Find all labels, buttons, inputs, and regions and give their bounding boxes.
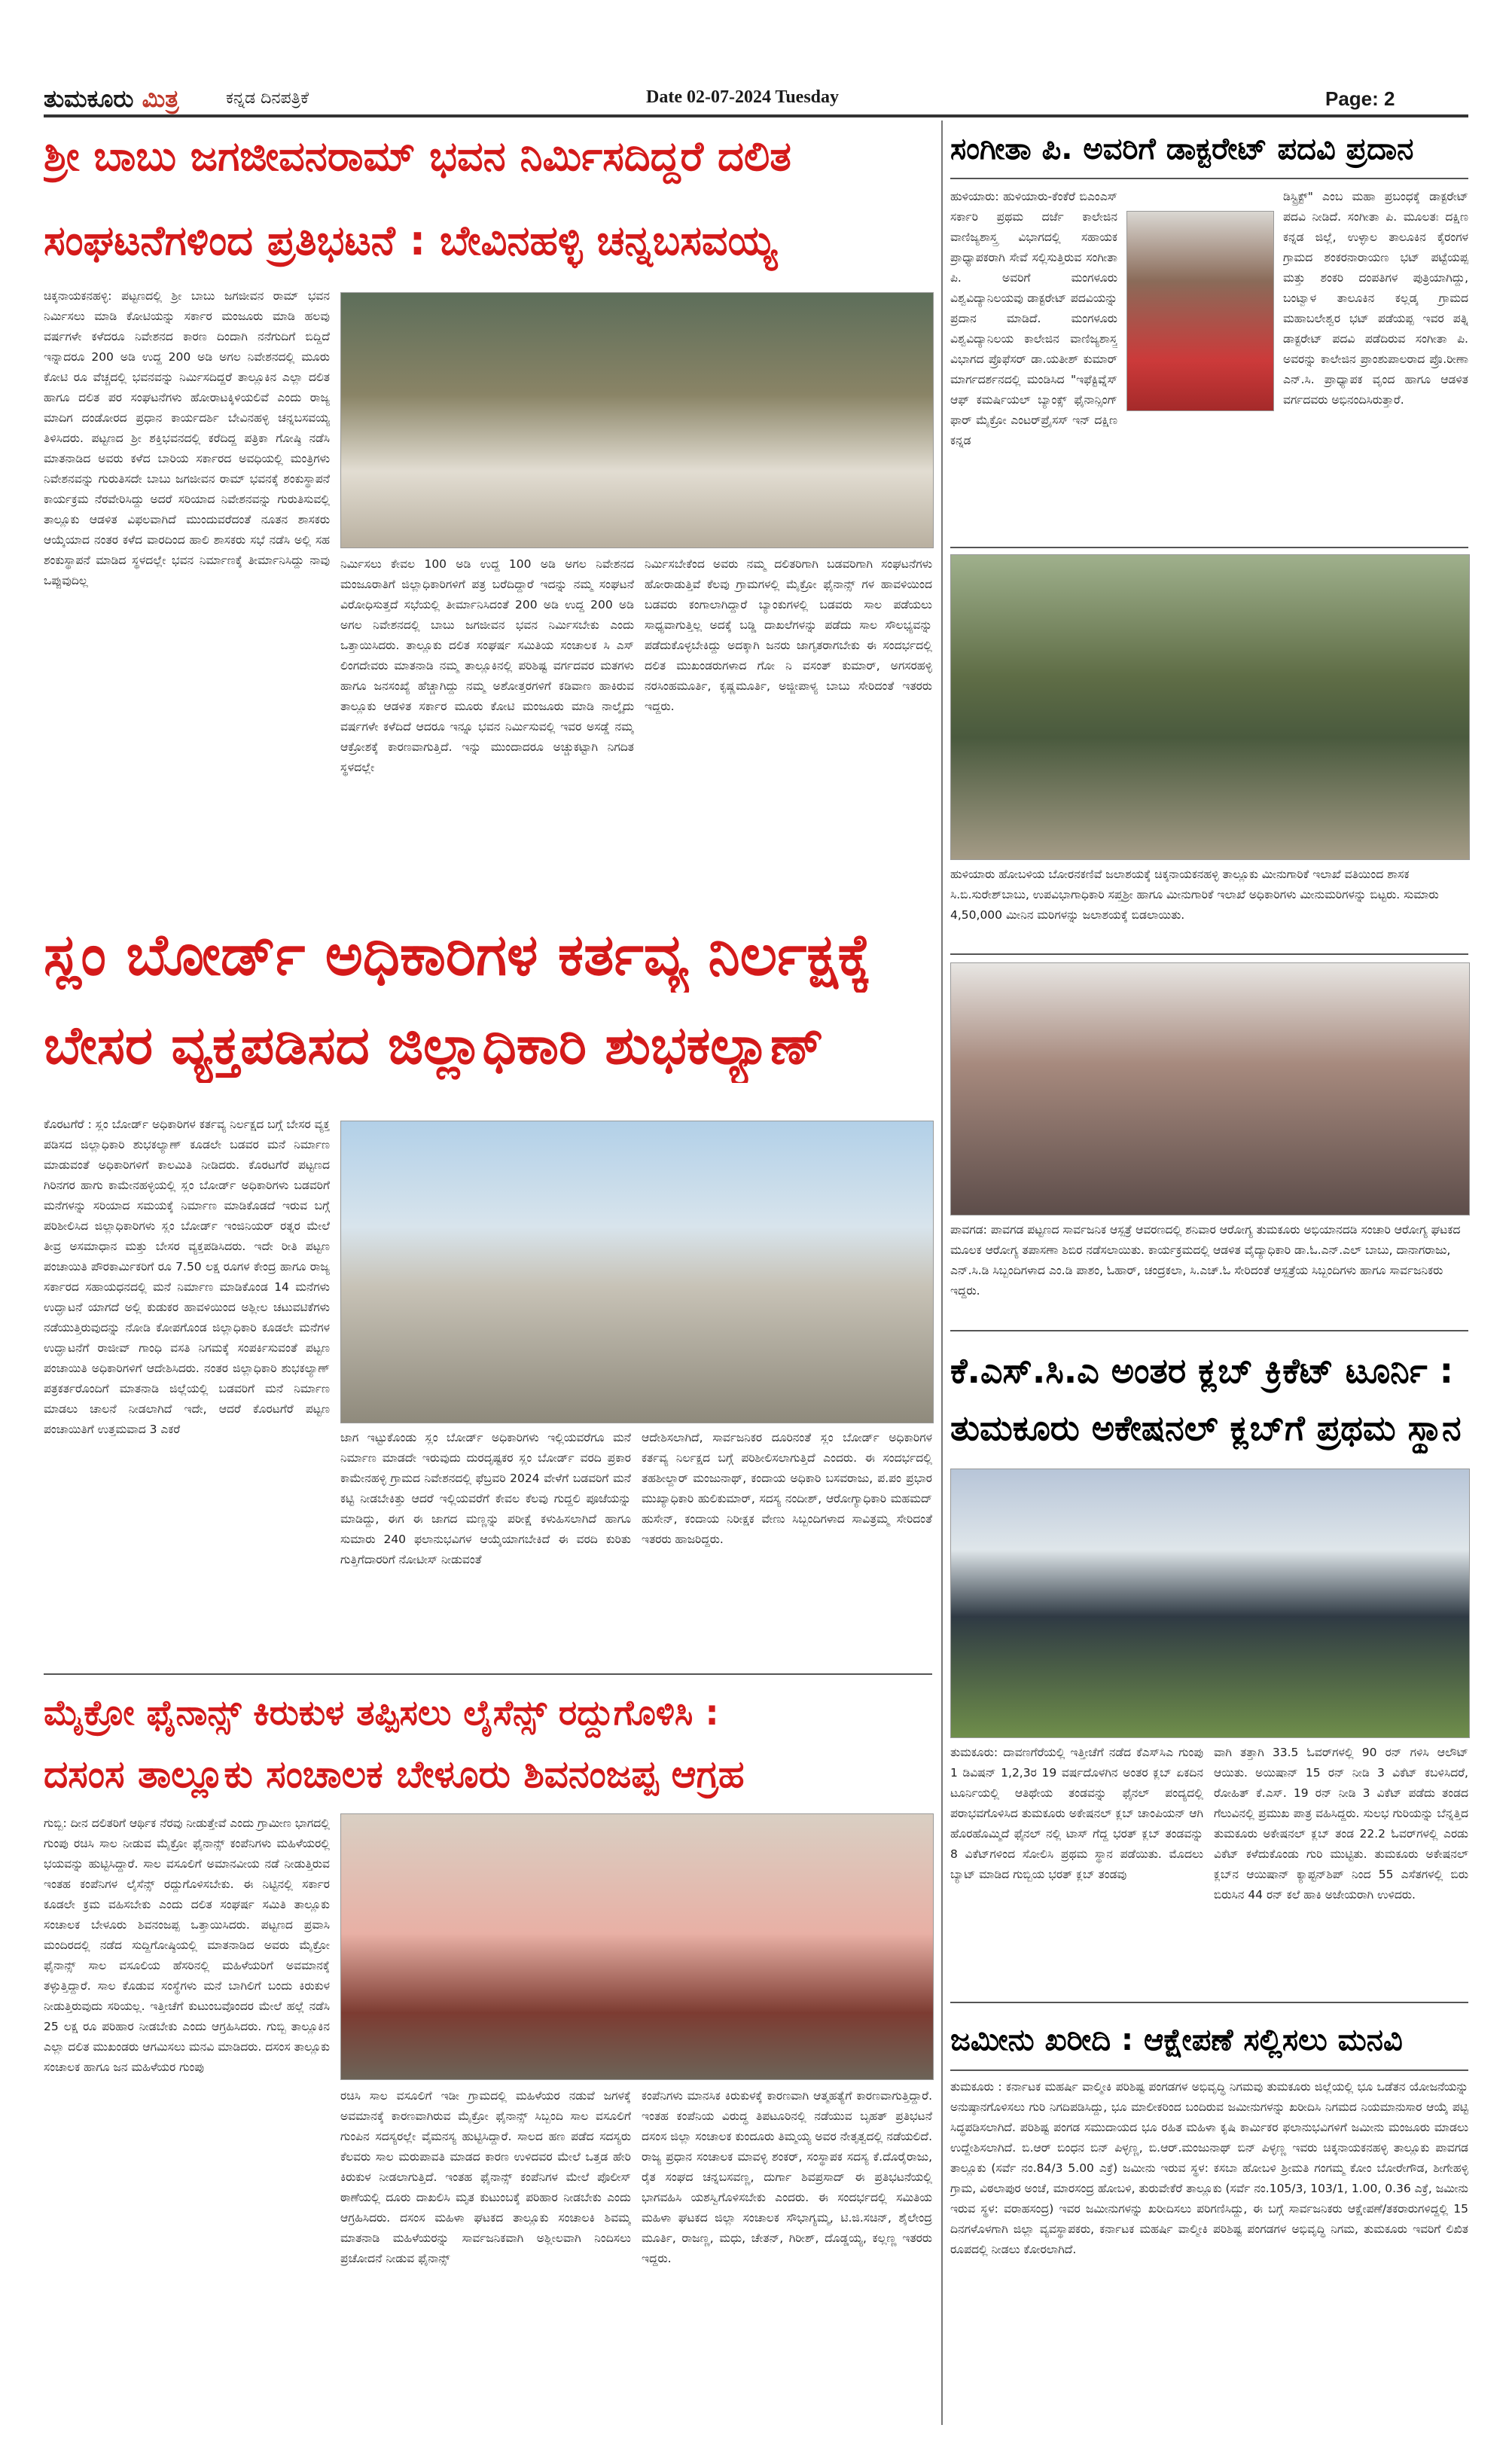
ksca-bottom-rule bbox=[950, 2002, 1468, 2003]
sangeetha-headline: ಸಂಗೀತಾ ಪಿ. ಅವರಿಗೆ ಡಾಕ್ಟರೇಟ್ ಪದವಿ ಪ್ರದಾನ bbox=[950, 132, 1414, 166]
slum-column-3: ಆದೇಶಿಸಲಾಗಿದೆ, ಸಾರ್ವಜನಿಕರ ದೂರಿನಂತೆ ಸ್ಲಂ ಬೋರ್ಡ್ ಅಧಿಕಾರಿಗಳ ಕರ್ತವ್ಯ ನಿರ್ಲಕ್ಷದ ಬಗ್ಗೆ ಪರಿಶೀಲಿಸಲಾಗುತ್ತಿದೆ ಎಂದರು. ಈ ಸಂದರ್ಭದಲ್ಲಿ ತಹಶೀಲ್ದಾರ್ ಮಂಜುನಾಥ್, ಕಂದಾಯ ಅಧಿಕಾರಿ ಬಸವರಾಜು, ಪ.ಪಂ ಪ್ರಭಾರ ಮುಖ್ಯಾಧಿಕಾರಿ ಹುಲಿಕುಮಾರ್, ಸದಸ್ಯ ನಂದೀಶ್, ಆರೋಗ್ಯಾಧಿಕಾರಿ ಮಹಮದ್ ಹುಸೇನ್, ಕಂದಾಯ ನಿರೀಕ್ಷಕ ವೇಣು ಸಿಬ್ಬಂದಿಗಳಾದ ಸಾವಿತ್ರಮ್ಮ ಸೇರಿದಂತೆ ಇತರರು ಹಾಜರಿದ್ದರು. bbox=[642, 1431, 932, 1546]
slum-column-1: ಕೊರಟಗೆರೆ : ಸ್ಲಂ ಬೋರ್ಡ್ ಅಧಿಕಾರಿಗಳ ಕರ್ತವ್ಯ ನಿರ್ಲಕ್ಷದ ಬಗ್ಗೆ ಬೇಸರ ವ್ಯಕ್ತ ಪಡಿಸದ ಜಿಲ್ಲಾಧಿಕಾರಿ ಶುಭಕಲ್ಯಾಣ್ ಕೂಡಲೇ ಬಡವರ ಮನೆ ನಿರ್ಮಾಣ ಮಾಡುವಂತೆ ಅಧಿಕಾರಿಗಳಿಗೆ ಕಾಲಮಿತಿ ನೀಡಿದರು. ಕೊರಟಗೆರೆ ಪಟ್ಟಣದ ಗಿರಿನಗರ ಹಾಗು ಕಾಮೇನಹಳ್ಳಿಯಲ್ಲಿ ಸ್ಲಂ ಬೋರ್ಡ್ ಅಧಿಕಾರಿಗಳು ಬಡವರಿಗೆ ಮನೆಗಳನ್ನು ಸರಿಯಾದ ಸಮಯಕ್ಕೆ ನಿರ್ಮಾಣ ಮಾಡಿಕೊಡದೆ ಇರುವ ಬಗ್ಗೆ ಪರಿಶೀಲಿಸಿದ ಜಿಲ್ಲಾಧಿಕಾರಿಗಳು ಸ್ಲಂ ಬೋರ್ಡ್ ಇಂಜಿನಿಯರ್ ರತ್ನರ ಮೇಲೆ ತೀವ್ರ ಅಸಮಾಧಾನ ಮತ್ತು ಬೇಸರ ವ್ಯಕ್ತಪಡಿಸಿದರು. ಇದೇ ರೀತಿ ಪಟ್ಟಣ ಪಂಚಾಯಿತಿ ಪೌರಕಾರ್ಮಿಕರಿಗೆ ರೂ 7.50 ಲಕ್ಷ ರೂಗಳ ಕೇಂದ್ರ ಹಾಗೂ ರಾಜ್ಯ ಸರ್ಕಾರದ ಸಹಾಯಧನದಲ್ಲಿ ಮನೆ ನಿರ್ಮಾಣ ಮಾಡಿಕೊಂಡ 14 ಮನೆಗಳು ಉದ್ಘಾಟನೆ ಯಾಗದೆ ಅಲ್ಲಿ ಕುಡುಕರ ಹಾವಳಿಯಿಂದ ಅಶ್ಲೀಲ ಚಟುವಟಿಕೆಗಳು ನಡೆಯುತ್ತಿರುವುದನ್ನು ನೋಡಿ ಕೋಪಗೊಂಡ ಜಿಲ್ಲಾಧಿಕಾರಿ ಕೂಡಲೇ ಮನೆಗಳ ಉದ್ಘಾಟನೆಗೆ ರಾಜೀವ್ ಗಾಂಧಿ ವಸತಿ ನಿಗಮಕ್ಕೆ ಸಂಪರ್ಕಿಸುವಂತೆ ಪಟ್ಟಣ ಪಂಚಾಯಿತಿ ಅಧಿಕಾರಿಗಳಿಗೆ ಆದೇಶಿಸಿದರು. ನಂತರ ಜಿಲ್ಲಾಧಿಕಾರಿ ಶುಭಕಲ್ಯಾಣ್ ಪತ್ರಕರ್ತರೊಂದಿಗೆ ಮಾತನಾಡಿ ಜಿಲ್ಲೆಯಲ್ಲಿ ಬಡವರಿಗೆ ಮನೆ ನಿರ್ಮಾಣ ಮಾಡಲು ಚಾಲನೆ ನೀಡಲಾಗಿದೆ ಇದೇ, ಆದರೆ ಕೊರಟಗೆರೆ ಪಟ್ಟಣ ಪಂಚಾಯಿತಿಗೆ ಉತ್ತಮವಾದ 3 ಎಕರೆ bbox=[44, 1118, 330, 1436]
health-camp-photo bbox=[950, 962, 1470, 1215]
sangeetha-bottom-rule bbox=[950, 547, 1468, 548]
slum-headline-line1: ಸ್ಲಂ ಬೋರ್ಡ್ ಅಧಿಕಾರಿಗಳ ಕರ್ತವ್ಯ ನಿರ್ಲಕ್ಷಕ್ಕೆ bbox=[44, 921, 872, 988]
masthead-logo bbox=[44, 84, 179, 114]
babu-group-photo bbox=[340, 292, 934, 548]
masthead-name-part2: ಮಿತ್ರ bbox=[142, 84, 179, 113]
masthead-name-part1: ತುಮಕೂರು bbox=[44, 84, 134, 113]
slum-headline-line2: ಬೇಸರ ವ್ಯಕ್ತಪಡಿಸದ ಜಿಲ್ಲಾಧಿಕಾರಿ ಶುಭಕಲ್ಯಾಣ್ bbox=[44, 1014, 824, 1076]
issue-date: Date 02-07-2024 Tuesday bbox=[646, 87, 840, 107]
babu-column-1: ಚಿಕ್ಕನಾಯಕನಹಳ್ಳಿ: ಪಟ್ಟಣದಲ್ಲಿ ಶ್ರೀ ಬಾಬು ಜಗಜೀವನ ರಾಮ್ ಭವನ ನಿರ್ಮಿಸಲು ಮಾಡಿ ಕೋಟಿಯನ್ನು ಸರ್ಕಾರ ಮಂಜೂರು ಮಾಡಿ ಹಲವು ವರ್ಷಗಳೇ ಕಳೆದರೂ ನಿವೇಶನದ ಕಾರಣ ದಿಂದಾಗಿ ನನೆಗುದಿಗೆ ಬಿದ್ದಿದೆ ಇನ್ನಾದರೂ 200 ಅಡಿ ಉದ್ದ 200 ಅಡಿ ಅಗಲ ನಿವೇಶನದಲ್ಲಿ ಮೂರು ಕೋಟಿ ರೂ ವೆಚ್ಚದಲ್ಲಿ ಭವನವನ್ನು ನಿರ್ಮಿಸದಿದ್ದರೆ ತಾಲ್ಲೂಕಿನ ಎಲ್ಲಾ ದಲಿತ ಹಾಗೂ ದಲಿತ ಪರ ಸಂಘಟನೆಗಳು ಹೋರಾಟಕ್ಕಿಳಿಯಲಿವೆ ಎಂದು ರಾಜ್ಯ ಮಾದಿಗ ದಂಡೋರದ ಪ್ರಧಾನ ಕಾರ್ಯದರ್ಶಿ ಬೇವಿನಹಳ್ಳಿ ಚನ್ನಬಸವಯ್ಯ ತಿಳಿಸಿದರು. ಪಟ್ಟಣದ ಶ್ರೀ ಶಕ್ತಿಭವನದಲ್ಲಿ ಕರೆದಿದ್ದ ಪತ್ರಿಕಾ ಗೋಷ್ಠಿ ನಡೆಸಿ ಮಾತನಾಡಿದ ಅವರು ಕಳೆದ ಬಾರಿಯ ಸರ್ಕಾರದ ಅವಧಿಯಲ್ಲಿ ಮಂತ್ರಿಗಳು ನಿವೇಶನವನ್ನು ಗುರುತಿಸದೇ ಬಾಬು ಜಗಜೀವನ ರಾಮ್ ಭವನಕ್ಕೆ ಶಂಕುಸ್ಥಾಪನೆ ಕಾರ್ಯಕ್ರಮ ನೆರವೇರಿಸಿದ್ದು ಅದರೆ ಸರಿಯಾದ ನಿವೇಶನವನ್ನು ಗುರುತಿಸುವಲ್ಲಿ ತಾಲ್ಲೂಕು ಆಡಳಿತ ವಿಫಲವಾಗಿದೆ ಮುಂದುವರೆದಂತೆ ನೂತನ ಶಾಸಕರು ಆಯ್ಕೆಯಾದ ನಂತರ ಕಳೆದ ವಾರದಿಂದ ಹಾಲಿ ಶಾಸಕರು ಸಭೆ ನಡೆಸಿ ಅಲ್ಲಿ ಸಹ ಶಂಕುಸ್ಥಾಪನೆ ಮಾಡಿದ ಸ್ಥಳದಲ್ಲೇ ಭವನ ನಿರ್ಮಾಣಕ್ಕೆ ತೀರ್ಮಾನಿಸಿದ್ದು ನಾವು ಒಪ್ಪುವುದಿಲ್ಲ bbox=[44, 289, 330, 587]
column-divider bbox=[941, 120, 943, 2425]
fish-release-caption: ಹುಳಿಯಾರು ಹೋಬಳಿಯ ಬೋರನಕಣಿವೆ ಜಲಾಶಯಕ್ಕೆ ಚಿಕ್ಕನಾಯಕನಹಳ್ಳಿ ತಾಲ್ಲೂಕು ಮೀನುಗಾರಿಕೆ ಇಲಾಖೆ ವತಿಯಿಂದ ಶಾಸಕ ಸಿ.ಬಿ.ಸುರೇಶ್‌ಬಾಬು, ಉಪವಿಭಾಗಾಧಿಕಾರಿ ಸಪ್ತಶ್ರೀ ಹಾಗೂ ಮೀನುಗಾರಿಕೆ ಇಲಾಖೆ ಅಧಿಕಾರಿಗಳು ಮೀನುಮರಿಗಳನ್ನು ಬಿಟ್ಟರು. ಸುಮಾರು 4,50,000 ಮೀನಿನ ಮರಿಗಳನ್ನು ಜಲಾಶಯಕ್ಕೆ ಬಿಡಲಾಯಿತು. bbox=[950, 868, 1439, 922]
ksca-column-left: ತುಮಕೂರು: ದಾವಣಗೆರೆಯಲ್ಲಿ ಇತ್ತೀಚೆಗೆ ನಡೆದ ಕೆಎಸ್‌ಸಿಎ ಗುಂಪು 1 ಡಿವಿಷನ್ 1,2,3ರ 19 ವರ್ಷದೊಳಗಿನ ಅಂತರ ಕ್ಲಬ್ ಏಕದಿನ ಟೂರ್ನಿಯಲ್ಲಿ ಆತಿಥೇಯ ತಂಡವನ್ನು ಫೈನಲ್ ಪಂದ್ಯದಲ್ಲಿ ಪರಾಭವಗೊಳಿಸಿದ ತುಮಕೂರು ಅಕೇಷನಲ್ ಕ್ಲಬ್ ಚಾಂಪಿಯನ್ ಆಗಿ ಹೊರಹೊಮ್ಮಿದೆ ಫೈನಲ್ ನಲ್ಲಿ ಟಾಸ್ ಗೆದ್ದ ಭರತ್ ಕ್ಲಬ್ ತಂಡವನ್ನು 8 ವಿಕೆಟ್‌ಗಳಿಂದ ಸೋಲಿಸಿ ಪ್ರಥಮ ಸ್ಥಾನ ಪಡೆಯಿತು. ಮೊದಲು ಬ್ಯಾಟ್ ಮಾಡಿದ ಗುಬ್ಬಿಯ ಭರತ್ ಕ್ಲಬ್ ತಂಡವು bbox=[950, 1746, 1203, 1881]
sangeetha-portrait bbox=[1126, 211, 1274, 411]
babu-column-2: ನಿರ್ಮಿಸಲು ಕೇವಲ 100 ಅಡಿ ಉದ್ದ 100 ಅಡಿ ಅಗಲ ನಿವೇಶನದ ಮಂಜೂರಾತಿಗೆ ಜಿಲ್ಲಾಧಿಕಾರಿಗಳಿಗೆ ಪತ್ರ ಬರೆದಿದ್ದಾರೆ ಇದನ್ನು ನಮ್ಮ ಸಂಘಟನೆ ವಿರೋಧಿಸುತ್ತದೆ ಸಭೆಯಲ್ಲಿ ತೀರ್ಮಾನಿಸಿದಂತೆ 200 ಅಡಿ ಉದ್ದ 200 ಅಡಿ ಅಗಲ ನಿವೇಶನದಲ್ಲಿ ಬಾಬು ಜಗಜೀವನ ಭವನ ನಿರ್ಮಿಸಬೇಕು ಎಂದು ಒತ್ತಾಯಿಸಿದರು. ತಾಲ್ಲೂಕು ದಲಿತ ಸಂಘರ್ಷ ಸಮಿತಿಯ ಸಂಚಾಲಕ ಸಿ ಎಸ್ ಲಿಂಗದೇವರು ಮಾತನಾಡಿ ನಮ್ಮ ತಾಲ್ಲೂಕಿನಲ್ಲಿ ಪರಿಶಿಷ್ಟ ವರ್ಗದವರ ಮತಗಳು ಹಾಗೂ ಜನಸಂಖ್ಯೆ ಹೆಚ್ಚಾಗಿದ್ದು ನಮ್ಮ ಅಶೋತ್ತರಗಳಿಗೆ ಕಡಿವಾಣ ಹಾಕಿರುವ ತಾಲ್ಲೂಕು ಆಡಳಿತ ಸರ್ಕಾರ ಮೂರು ಕೋಟಿ ಮಂಜೂರು ಮಾಡಿ ನಾಲ್ಕೈದು ವರ್ಷಗಳೇ ಕಳೆದಿದೆ ಆದರೂ ಇನ್ನೂ ಭವನ ನಿರ್ಮಿಸುವಲ್ಲಿ ಇವರ ಅಸಡ್ಡೆ ನಮ್ಮ ಆಕ್ರೋಶಕ್ಕೆ ಕಾರಣವಾಗುತ್ತಿದೆ. ಇನ್ನು ಮುಂದಾದರೂ ಅಚ್ಚುಕಟ್ಟಾಗಿ ನಿಗದಿತ ಸ್ಥಳದಲ್ಲೇ bbox=[340, 557, 634, 774]
micro-headline-line2: ದಸಂಸ ತಾಲ್ಲೂಕು ಸಂಚಾಲಕ ಬೇಳೂರು ಶಿವನಂಜಪ್ಪ ಆಗ್ರಹ bbox=[44, 1752, 745, 1796]
health-bottom-rule bbox=[950, 1330, 1468, 1331]
ksca-headline-line2: ತುಮಕೂರು ಅಕೇಷನಲ್ ಕ್ಲಬ್‌ಗೆ ಪ್ರಥಮ ಸ್ಥಾನ bbox=[950, 1408, 1462, 1448]
land-body: ತುಮಕೂರು : ಕರ್ನಾಟಕ ಮಹರ್ಷಿ ವಾಲ್ಮೀಕಿ ಪರಿಶಿಷ್ಟ ಪಂಗಡಗಳ ಅಭಿವೃದ್ಧಿ ನಿಗಮವು ತುಮಕೂರು ಜಿಲ್ಲೆಯಲ್ಲಿ ಭೂ ಒಡೆತನ ಯೋಜನೆಯನ್ನು ಅನುಷ್ಠಾನಗೊಳಿಸಲು ಗುರಿ ನಿಗದಿಪಡಿಸಿದ್ದು, ಭೂ ಮಾಲೀಕರಿಂದ ಬಂದಿರುವ ಜಮೀನುಗಳನ್ನು ಖರೀದಿಸಿ ನಿಗಮದ ನಿಯಮಾನುಸಾರ ಆಯ್ಕೆ ಪಟ್ಟಿ ಸಿದ್ಧಪಡಿಸಲಾಗಿದೆ. ಪರಿಶಿಷ್ಟ ಪಂಗಡ ಸಮುದಾಯದ ಭೂ ರಹಿತ ಮಹಿಳಾ ಕೃಷಿ ಕಾರ್ಮಿಕರ ಫಲಾನುಭವಿಗಳಿಗೆ ಜಮೀನು ಮಂಜೂರು ಮಾಡಲು ಉದ್ದೇಶಿಸಲಾಗಿದೆ. ಬಿ.ಆರ್ ಬಿಂಧನ ಬಿನ್ ಪಿಳ್ಳಣ್ಣ, ಬಿ.ಆರ್.ಮಂಜುನಾಥ್ ಬಿನ್ ಪಿಳ್ಳಣ್ಣ ಇವರು ಚಿಕ್ಕನಾಯಕನಹಳ್ಳಿ ತಾಲ್ಲೂಕು ಪಾವಗಡ ತಾಲ್ಲೂಕು (ಸರ್ವೆ ನಂ.84/3 5.00 ಎಕ್ರೆ) ಜಮೀನು ಇರುವ ಸ್ಥಳ: ಕಸಬಾ ಹೋಬಳಿ ಶ್ರೀಮತಿ ಗಂಗಮ್ಮ ಕೋಂ ಬೋರೇಗೌಡ, ಶೀಗೇಹಳ್ಳಿ ಗ್ರಾಮ, ವಿಠಲಾಪುರ ಅಂಚೆ, ಮಾರಸಂದ್ರ ಹೋಬಳಿ, ತುರುವೇಕೆರೆ ತಾಲ್ಲೂಕು (ಸರ್ವೆ ನಂ.105/3, 103/1, 1.00, 0.36 ಎಕ್ರೆ, ಜಮೀನು ಇರುವ ಸ್ಥಳ: ವರಾಹಸಂದ್ರ) ಇವರ ಜಮೀನುಗಳನ್ನು ಖರೀದಿಸಲು ಪರಿಗಣಿಸಿದ್ದು, ಈ ಬಗ್ಗೆ ಸಾರ್ವಜನಿಕರು ಆಕ್ಷೇಪಣೆ/ತಕರಾರುಗಳಿದ್ದಲ್ಲಿ 15 ದಿನಗಳೊಳಗಾಗಿ ಜಿಲ್ಲಾ ವ್ಯವಸ್ಥಾಪಕರು, ಕರ್ನಾಟಕ ಮಹರ್ಷಿ ವಾಲ್ಮೀಕಿ ಪರಿಶಿಷ್ಟ ಪಂಗಡಗಳ ಅಭಿವೃದ್ಧಿ ನಿಗಮ, ತುಮಕೂರು ಇವರಿಗೆ ಲಿಖಿತ ರೂಪದಲ್ಲಿ ನೀಡಲು ಕೋರಲಾಗಿದೆ. bbox=[950, 2080, 1468, 2256]
micro-column-1: ಗುಬ್ಬಿ: ದೀನ ದಲಿತರಿಗೆ ಆರ್ಥಿಕ ನೆರವು ನೀಡುತ್ತೇವೆ ಎಂದು ಗ್ರಾಮೀಣ ಭಾಗದಲ್ಲಿ ಗುಂಪು ರಚಿಸಿ ಸಾಲ ನೀಡುವ ಮೈಕ್ರೋ ಫೈನಾನ್ಸ್ ಕಂಪೆನಿಗಳು ಮಹಿಳೆಯರಲ್ಲಿ ಭಯವನ್ನು ಹುಟ್ಟಿಸಿದ್ದಾರೆ. ಸಾಲ ವಸೂಲಿಗೆ ಅಮಾನವೀಯ ನಡೆ ನೀಡುತ್ತಿರುವ ಇಂತಹ ಕಂಪೆನಿಗಳ ಲೈಸೆನ್ಸ್ ರದ್ದುಗೊಳಿಸಬೇಕು. ಈ ನಿಟ್ಟಿನಲ್ಲಿ ಸರ್ಕಾರ ಕೂಡಲೇ ಕ್ರಮ ವಹಿಸಬೇಕು ಎಂದು ದಲಿತ ಸಂಘರ್ಷ ಸಮಿತಿ ತಾಲ್ಲೂಕು ಸಂಚಾಲಕ ಬೇಳೂರು ಶಿವನಂಜಪ್ಪ ಒತ್ತಾಯಿಸಿದರು. ಪಟ್ಟಣದ ಪ್ರವಾಸಿ ಮಂದಿರದಲ್ಲಿ ನಡೆದ ಸುದ್ದಿಗೋಷ್ಠಿಯಲ್ಲಿ ಮಾತನಾಡಿದ ಅವರು ಮೈಕ್ರೋ ಫೈನಾನ್ಸ್ ಸಾಲ ವಸೂಲಿಯ ಹೆಸರಿನಲ್ಲಿ ಮಹಿಳೆಯರಿಗೆ ಅವಮಾನಕ್ಕೆ ತಳ್ಳುತ್ತಿದ್ದಾರೆ. ಸಾಲ ಕೊಡುವ ಸಂಸ್ಥೆಗಳು ಮನೆ ಬಾಗಿಲಿಗೆ ಬಂದು ಕಿರುಕುಳ ನೀಡುತ್ತಿರುವುದು ಸರಿಯಲ್ಲ. ಇತ್ತೀಚೆಗೆ ಕುಟುಂಬವೊಂದರ ಮೇಲೆ ಹಲ್ಲೆ ನಡೆಸಿ 25 ಲಕ್ಷ ರೂ ಪರಿಹಾರ ನೀಡಬೇಕು ಎಂದು ಆಗ್ರಹಿಸಿದರು. ಗುಬ್ಬಿ ತಾಲ್ಲೂಕಿನ ಎಲ್ಲಾ ದಲಿತ ಮುಖಂಡರು ಆಗಮಿಸಲು ಮನವಿ ಮಾಡಿದರು. ದಸಂಸ ತಾಲ್ಲೂಕು ಸಂಚಾಲಕ ಹಾಗೂ ಜನ ಮಹಿಳೆಯರ ಗುಂಪು bbox=[44, 1816, 330, 2074]
page-number: Page: 2 bbox=[1325, 87, 1395, 110]
fish-release-photo bbox=[950, 554, 1470, 860]
land-headline: ಜಮೀನು ಖರೀದಿ : ಆಕ್ಷೇಪಣೆ ಸಲ್ಲಿಸಲು ಮನವಿ bbox=[950, 2023, 1403, 2057]
sangeetha-column-left: ಹುಳಿಯಾರು: ಹುಳಿಯಾರು-ಕೆಂಕೆರೆ ಬಿಎಂಎಸ್ ಸರ್ಕಾರಿ ಪ್ರಥಮ ದರ್ಜೆ ಕಾಲೇಜಿನ ವಾಣಿಜ್ಯಶಾಸ್ತ್ರ ವಿಭಾಗದಲ್ಲಿ ಸಹಾಯಕ ಪ್ರಾಧ್ಯಾಪಕರಾಗಿ ಸೇವೆ ಸಲ್ಲಿಸುತ್ತಿರುವ ಸಂಗೀತಾ ಪಿ. ಅವರಿಗೆ ಮಂಗಳೂರು ವಿಶ್ವವಿದ್ಯಾನಿಲಯವು ಡಾಕ್ಟರೇಟ್ ಪದವಿಯನ್ನು ಪ್ರದಾನ ಮಾಡಿದೆ. ಮಂಗಳೂರು ವಿಶ್ವವಿದ್ಯಾನಿಲಯ ಕಾಲೇಜಿನ ವಾಣಿಜ್ಯಶಾಸ್ತ್ರ ವಿಭಾಗದ ಪ್ರೊಫೆಸರ್ ಡಾ.ಯತೀಶ್ ಕುಮಾರ್ ಮಾರ್ಗದರ್ಶನದಲ್ಲಿ ಮಂಡಿಸಿದ "ಇಫೆಕ್ಟಿವ್ನೆಸ್ ಆಫ್ ಕಮರ್ಷಿಯಲ್ ಬ್ಯಾಂಕ್ಸ್ ಫೈನಾನ್ಸಿಂಗ್ ಫಾರ್ ಮೈಕ್ರೋ ಎಂಟರ್‌ಪ್ರೈಸಸ್ ಇನ್ ದಕ್ಷಿಣ ಕನ್ನಡ bbox=[950, 190, 1117, 447]
masthead-rule bbox=[44, 114, 1468, 117]
masthead-subtitle: ಕನ್ನಡ ದಿನಪತ್ರಿಕೆ bbox=[226, 89, 309, 108]
sangeetha-column-right: ಡಿಸ್ಟ್ರಿಕ್ಟ್" ಎಂಬ ಮಹಾ ಪ್ರಬಂಧಕ್ಕೆ ಡಾಕ್ಟರೇಟ್ ಪದವಿ ನೀಡಿದೆ. ಸಂಗೀತಾ ಪಿ. ಮೂಲತಃ ದಕ್ಷಿಣ ಕನ್ನಡ ಜಿಲ್ಲೆ, ಉಳ್ಳಾಲ ತಾಲೂಕಿನ ಕೈರಂಗಳ ಗ್ರಾಮದ ಶಂಕರನಾರಾಯಣ ಭಟ್ ಪಟ್ಟೆಯಪ್ಪ ಮತ್ತು ಶಂಕರಿ ದಂಪತಿಗಳ ಪುತ್ರಿಯಾಗಿದ್ದು, ಬಂಟ್ವಾಳ ತಾಲೂಕಿನ ಕಲ್ಲಡ್ಕ ಗ್ರಾಮದ ಮಹಾಬಲೇಶ್ವರ ಭಟ್ ಪಡೆಯಪ್ಪ ಇವರ ಪತ್ನಿ ಡಾಕ್ಟರೇಟ್ ಪದವಿ ಪಡೆದಿರುವ ಸಂಗೀತಾ ಪಿ. ಅವರನ್ನು ಕಾಲೇಜಿನ ಪ್ರಾಂಶುಪಾಲರಾದ ಪ್ರೊ.ರೀಣಾ ಎನ್.ಸಿ. ಪ್ರಾಧ್ಯಾಪಕ ವೃಂದ ಹಾಗೂ ಆಡಳಿತ ವರ್ಗದವರು ಅಭಿನಂದಿಸಿರುತ್ತಾರೆ. bbox=[1283, 190, 1468, 407]
micro-column-2: ರಚಿಸಿ ಸಾಲ ವಸೂಲಿಗೆ ಇಡೀ ಗ್ರಾಮದಲ್ಲಿ ಮಹಿಳೆಯರ ನಡುವೆ ಜಗಳಕ್ಕೆ ಅವಮಾನಕ್ಕೆ ಕಾರಣವಾಗಿರುವ ಮೈಕ್ರೋ ಫೈನಾನ್ಸ್ ಸಿಬ್ಬಂದಿ ಸಾಲ ವಸೂಲಿಗೆ ಗುಂಪಿನ ಸದಸ್ಯರಲ್ಲೇ ವೈಮನಸ್ಯ ಹುಟ್ಟಿಸಿದ್ದಾರೆ. ಸಾಲದ ಹಣ ಪಡೆದ ಸದಸ್ಯರು ಕೆಲವರು ಸಾಲ ಮರುಪಾವತಿ ಮಾಡದ ಕಾರಣ ಉಳಿದವರ ಮೇಲೆ ಒತ್ತಡ ಹೇರಿ ಕಿರುಕುಳ ನೀಡಲಾಗುತ್ತಿದೆ. ಇಂತಹ ಫೈನಾನ್ಸ್ ಕಂಪೆನಿಗಳ ಮೇಲೆ ಪೊಲೀಸ್ ಠಾಣೆಯಲ್ಲಿ ದೂರು ದಾಖಲಿಸಿ ಮೃತ ಕುಟುಂಬಕ್ಕೆ ಪರಿಹಾರ ನೀಡಬೇಕು ಎಂದು ಆಗ್ರಹಿಸಿದರು. ದಸಂಸ ಮಹಿಳಾ ಘಟಕದ ತಾಲ್ಲೂಕು ಸಂಚಾಲಕಿ ಶಿವಮ್ಮ ಮಾತನಾಡಿ ಮಹಿಳೆಯರನ್ನು ಸಾರ್ವಜನಿಕವಾಗಿ ಅಶ್ಲೀಲವಾಗಿ ನಿಂದಿಸಲು ಪ್ರಚೋದನೆ ನೀಡುವ ಫೈನಾನ್ಸ್ bbox=[340, 2089, 631, 2265]
micro-column-3: ಕಂಪೆನಿಗಳು ಮಾನಸಿಕ ಕಿರುಕುಳಕ್ಕೆ ಕಾರಣವಾಗಿ ಆತ್ಮಹತ್ಯೆಗೆ ಕಾರಣವಾಗುತ್ತಿದ್ದಾರೆ. ಇಂತಹ ಕಂಪೆನಿಯ ವಿರುದ್ಧ ತಿಪಟೂರಿನಲ್ಲಿ ನಡೆಯುವ ಬೃಹತ್ ಪ್ರತಿಭಟನೆ ದಸಂಸ ಜಿಲ್ಲಾ ಸಂಚಾಲಕ ಕುಂದೂರು ತಿಮ್ಮಯ್ಯ ಅವರ ನೇತೃತ್ವದಲ್ಲಿ ನಡೆಯಲಿದೆ. ರಾಜ್ಯ ಪ್ರಧಾನ ಸಂಚಾಲಕ ಮಾವಳ್ಳಿ ಶಂಕರ್, ಸಂಸ್ಥಾಪಕ ಸದಸ್ಯ ಕೆ.ದೊರೈರಾಜು, ರೈತ ಸಂಘದ ಚನ್ನಬಸವಣ್ಣ, ದುರ್ಗಾ ಶಿವಪ್ರಸಾದ್ ಈ ಪ್ರತಿಭಟನೆಯಲ್ಲಿ ಭಾಗವಹಿಸಿ ಯಶಸ್ವಿಗೊಳಿಸಬೇಕು ಎಂದರು. ಈ ಸಂದರ್ಭದಲ್ಲಿ ಸಮಿತಿಯ ಮಹಿಳಾ ಘಟಕದ ಜಿಲ್ಲಾ ಸಂಚಾಲಕ ಸೌಭಾಗ್ಯಮ್ಮ, ಟಿ.ಜಿ.ಸಚಿನ್, ಶೈಲೇಂದ್ರ ಮೂರ್ತಿ, ರಾಜಣ್ಣ, ಮಧು, ಚೇತನ್, ಗಿರೀಶ್, ದೊಡ್ಡಯ್ಯ, ಕಲ್ಲಣ್ಣ ಇತರರು ಇದ್ದರು. bbox=[642, 2089, 932, 2265]
babu-column-3: ನಿರ್ಮಿಸಬೇಕೆಂದ ಅವರು ನಮ್ಮ ದಲಿತರಿಗಾಗಿ ಬಡವರಿಗಾಗಿ ಸಂಘಟನೆಗಳು ಹೋರಾಡುತ್ತಿವೆ ಕೆಲವು ಗ್ರಾಮಗಳಲ್ಲಿ ಮೈಕ್ರೋ ಫೈನಾನ್ಸ್ ಗಳ ಹಾವಳಿಯಿಂದ ಬಡವರು ಕಂಗಾಲಾಗಿದ್ದಾರೆ ಬ್ಯಾಂಕುಗಳಲ್ಲಿ ಬಡವರು ಸಾಲ ಪಡೆಯಲು ಸಾಧ್ಯವಾಗುತ್ತಿಲ್ಲ ಅದಕ್ಕೆ ಬಡ್ಡಿ ದಾಖಲೆಗಳನ್ನು ಪಡೆದು ಸಾಲ ಸೌಲಭ್ಯವನ್ನು ಪಡೆದುಕೊಳ್ಳಬೇಕಿದ್ದು ಅದಕ್ಕಾಗಿ ಜನರು ಜಾಗೃತರಾಗಬೇಕು ಈ ಸಂದರ್ಭದಲ್ಲಿ ದಲಿತ ಮುಖಂಡರುಗಳಾದ ಗೋ ನಿ ವಸಂತ್ ಕುಮಾರ್, ಅಗಸರಹಳ್ಳಿ ನರಸಿಂಹಮೂರ್ತಿ, ಕೃಷ್ಣಮೂರ್ತಿ, ಅಜ್ಜೀಪಾಳ್ಯ ಬಾಬು ಸೇರಿದಂತೆ ಇತರರು ಇದ್ದರು. bbox=[645, 557, 932, 713]
land-rule bbox=[950, 2069, 1468, 2071]
slum-site-photo bbox=[340, 1121, 934, 1423]
slum-bottom-rule bbox=[44, 1673, 932, 1675]
fish-bottom-rule bbox=[950, 953, 1468, 955]
micro-headline-line1: ಮೈಕ್ರೋ ಫೈನಾನ್ಸ್ ಕಿರುಕುಳ ತಪ್ಪಿಸಲು ಲೈಸೆನ್ಸ್ ರದ್ದುಗೊಳಿಸಿ : bbox=[44, 1692, 719, 1733]
sangeetha-rule bbox=[950, 178, 1468, 179]
babu-headline-line2: ಸಂಘಟನೆಗಳಿಂದ ಪ್ರತಿಭಟನೆ : ಬೇವಿನಹಳ್ಳಿ ಚನ್ನಬಸವಯ್ಯ bbox=[44, 217, 777, 264]
cricket-team-photo bbox=[950, 1469, 1470, 1738]
ksca-column-right: ವಾಗಿ ತತ್ತಾಗಿ 33.5 ಓವರ್‌ಗಳಲ್ಲಿ 90 ರನ್ ಗಳಿಸಿ ಆಲೌಟ್ ಆಯಿತು. ಅಯಿಷಾನ್ 15 ರನ್ ನೀಡಿ 3 ವಿಕೆಟ್ ಕಬಳಿಸಿದರೆ, ರೋಹಿತ್ ಕೆ.ಎಸ್. 19 ರನ್ ನೀಡಿ 3 ವಿಕೆಟ್ ಪಡೆದು ತಂಡದ ಗೆಲುವಿನಲ್ಲಿ ಪ್ರಮುಖ ಪಾತ್ರ ವಹಿಸಿದ್ದರು. ಸುಲಭ ಗುರಿಯನ್ನು ಬೆನ್ನತ್ತಿದ ತುಮಕೂರು ಅಕೇಷನಲ್ ಕ್ಲಬ್ ತಂಡ 22.2 ಓವರ್‌ಗಳಲ್ಲಿ ಎರಡು ವಿಕೆಟ್ ಕಳೆದುಕೊಂಡು ಗುರಿ ಮುಟ್ಟಿತು. ತುಮಕೂರು ಅಕೇಷನಲ್ ಕ್ಲಬ್‌ನ ಆಯಿಷಾನ್ ಕ್ಯಾಪ್ಟನ್‌ಶಿಪ್ ನಿಂದ 55 ಎಸೆತಗಳಲ್ಲಿ ಬಿರು ಬಿರುಸಿನ 44 ರನ್ ಕಲೆ ಹಾಕಿ ಅಜೇಯರಾಗಿ ಉಳಿದರು. bbox=[1214, 1746, 1468, 1902]
micro-group-photo bbox=[340, 1813, 934, 2080]
health-camp-caption: ಪಾವಗಡ: ಪಾವಗಡ ಪಟ್ಟಣದ ಸಾರ್ವಜನಿಕ ಆಸ್ಪತ್ರೆ ಆವರಣದಲ್ಲಿ ಶನಿವಾರ ಆರೋಗ್ಯ ತುಮಕೂರು ಅಭಿಯಾನದಡಿ ಸಂಚಾರಿ ಆರೋಗ್ಯ ಘಟಕದ ಮೂಲಕ ಆರೋಗ್ಯ ತಪಾಸಣಾ ಶಿಬಿರ ನಡೆಸಲಾಯಿತು. ಕಾರ್ಯಕ್ರಮದಲ್ಲಿ ಆಡಳಿತ ವೈದ್ಯಾಧಿಕಾರಿ ಡಾ.ಓ.ಎನ್.ಎಲ್ ಬಾಬು, ದಾನಾಗರಾಜು, ಎನ್.ಸಿ.ಡಿ ಸಿಬ್ಬಂದಿಗಳಾದ ಎಂ.ಡಿ ಪಾಶಂ, ಓಹಾರ್, ಚಂದ್ರಕಲಾ, ಸಿ.ಎಚ್.ಓ ಸೇರಿದಂತೆ ಆಸ್ಪತ್ರೆಯ ಸಿಬ್ಬಂದಿಗಳು ಹಾಗೂ ಸಾರ್ವಜನಿಕರು ಇದ್ದರು. bbox=[950, 1223, 1461, 1298]
babu-headline-line1: ಶ್ರೀ ಬಾಬು ಜಗಜೀವನರಾಮ್ ಭವನ ನಿರ್ಮಿಸದಿದ್ದರೆ ದಲಿತ bbox=[44, 133, 791, 180]
slum-column-2: ಜಾಗ ಇಟ್ಟುಕೊಂಡು ಸ್ಲಂ ಬೋರ್ಡ್ ಅಧಿಕಾರಿಗಳು ಇಲ್ಲಿಯವರೆಗೂ ಮನೆ ನಿರ್ಮಾಣ ಮಾಡದೇ ಇರುವುದು ದುರದೃಷ್ಟಕರ ಸ್ಲಂ ಬೋರ್ಡ್ ವರದಿ ಪ್ರಕಾರ ಕಾಮೇನಹಳ್ಳಿ ಗ್ರಾಮದ ನಿವೇಶನದಲ್ಲಿ ಫೆಬ್ರವರಿ 2024 ವೇಳೆಗೆ ಬಡವರಿಗೆ ಮನೆ ಕಟ್ಟಿ ನೀಡಬೇಕಿತ್ತು ಆದರೆ ಇಲ್ಲಿಯವರೆಗೆ ಕೇವಲ ಕೆಲವು ಗುದ್ದಲಿ ಪೂಜೆಯನ್ನು ಮಾಡಿದ್ದು, ಈಗ ಈ ಜಾಗದ ಮಣ್ಣನ್ನು ಪರೀಕ್ಷೆ ಕಳುಹಿಸಲಾಗಿದೆ ಹಾಗೂ ಸುಮಾರು 240 ಫಲಾನುಭವಿಗಳ ಆಯ್ಕೆಯಾಗಬೇಕಿದೆ ಈ ವರದಿ ಕುರಿತು ಗುತ್ತಿಗೆದಾರರಿಗೆ ನೋಟೀಸ್ ನೀಡುವಂತೆ bbox=[340, 1431, 631, 1566]
ksca-headline-line1: ಕೆ.ಎಸ್.ಸಿ.ಎ ಅಂತರ ಕ್ಲಬ್ ಕ್ರಿಕೆಟ್ ಟೂರ್ನಿ : bbox=[950, 1350, 1453, 1391]
